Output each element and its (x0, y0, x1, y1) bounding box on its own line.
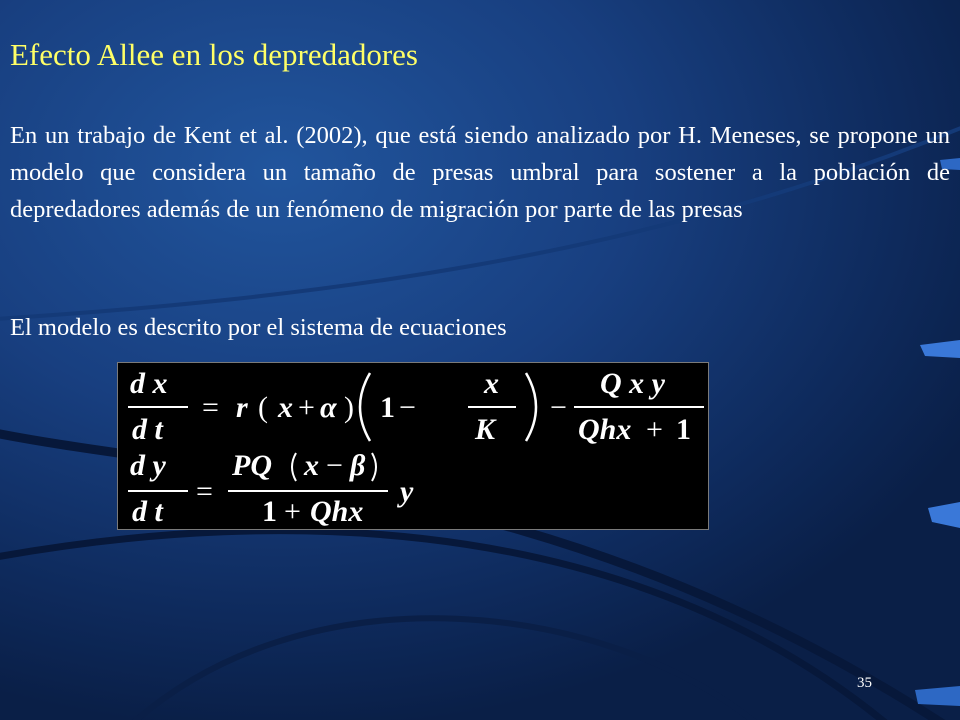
equation-system (118, 363, 710, 531)
eq2-lhs-denominator: d t (132, 495, 163, 528)
eq1-open-paren: ( (258, 391, 268, 424)
eq1-equals: = (202, 391, 219, 424)
eq2-num-beta: β (350, 449, 366, 482)
eq2-lhs-numerator: d y (130, 449, 166, 482)
eq1-x: x (278, 391, 293, 424)
eq1-minus-1: − (399, 391, 416, 424)
eq1-lhs-numerator: d x (130, 367, 168, 400)
eq1-r: r (236, 391, 248, 424)
eq2-num-minus: − (326, 449, 343, 482)
eq1-one: 1 (380, 391, 395, 424)
eq1-big-open-paren (360, 373, 370, 441)
slide-title: Efecto Allee en los depredadores (10, 37, 418, 72)
eq1-big-close-paren (526, 373, 536, 441)
eq1-frac2-den-plus: + (646, 413, 663, 446)
eq2-num-x: x (304, 449, 319, 482)
eq1-frac2-den-var: Qhx (578, 413, 632, 446)
eq2-num-open-paren (292, 453, 296, 481)
eq2-y: y (400, 475, 414, 508)
body-paragraph: En un trabajo de Kent et al. (2002), que está siendo analizado por H. Meneses, se propone un modelo que considera un tamaño de presas umbral para sostener a la población de depredadores además de un fenómeno de migración por parte de las presas (10, 122, 950, 223)
bg-stripe-2 (928, 502, 960, 528)
bg-curve-3 (120, 618, 770, 720)
equation-1 (128, 367, 704, 446)
eq2-equals: = (196, 475, 213, 508)
eq2-den-var: Qhx (310, 495, 364, 528)
eq1-close-paren: ) (344, 391, 354, 424)
eq1-frac2-numerator: Q x y (600, 367, 665, 400)
eq2-num-close-paren (372, 453, 376, 481)
eq1-plus: + (298, 391, 315, 424)
page-number: 35 (857, 675, 872, 691)
eq1-minus-2: − (550, 391, 567, 424)
eq2-den-plus: + (284, 495, 301, 528)
bg-stripe-3 (915, 686, 960, 706)
eq1-lhs-denominator: d t (132, 413, 163, 446)
equation-box (117, 362, 709, 530)
equation-2 (128, 449, 414, 528)
bg-stripe-1 (920, 340, 960, 358)
eq2-num-pq: PQ (232, 449, 272, 482)
eq1-frac2-den-one: 1 (676, 413, 691, 446)
eq1-alpha: α (320, 391, 337, 424)
eq1-frac1-denominator: K (475, 413, 496, 446)
eq2-den-one: 1 (262, 495, 277, 528)
equations-intro-text: El modelo es descrito por el sistema de ecuaciones (10, 314, 507, 341)
eq1-frac1-numerator: x (484, 367, 499, 400)
